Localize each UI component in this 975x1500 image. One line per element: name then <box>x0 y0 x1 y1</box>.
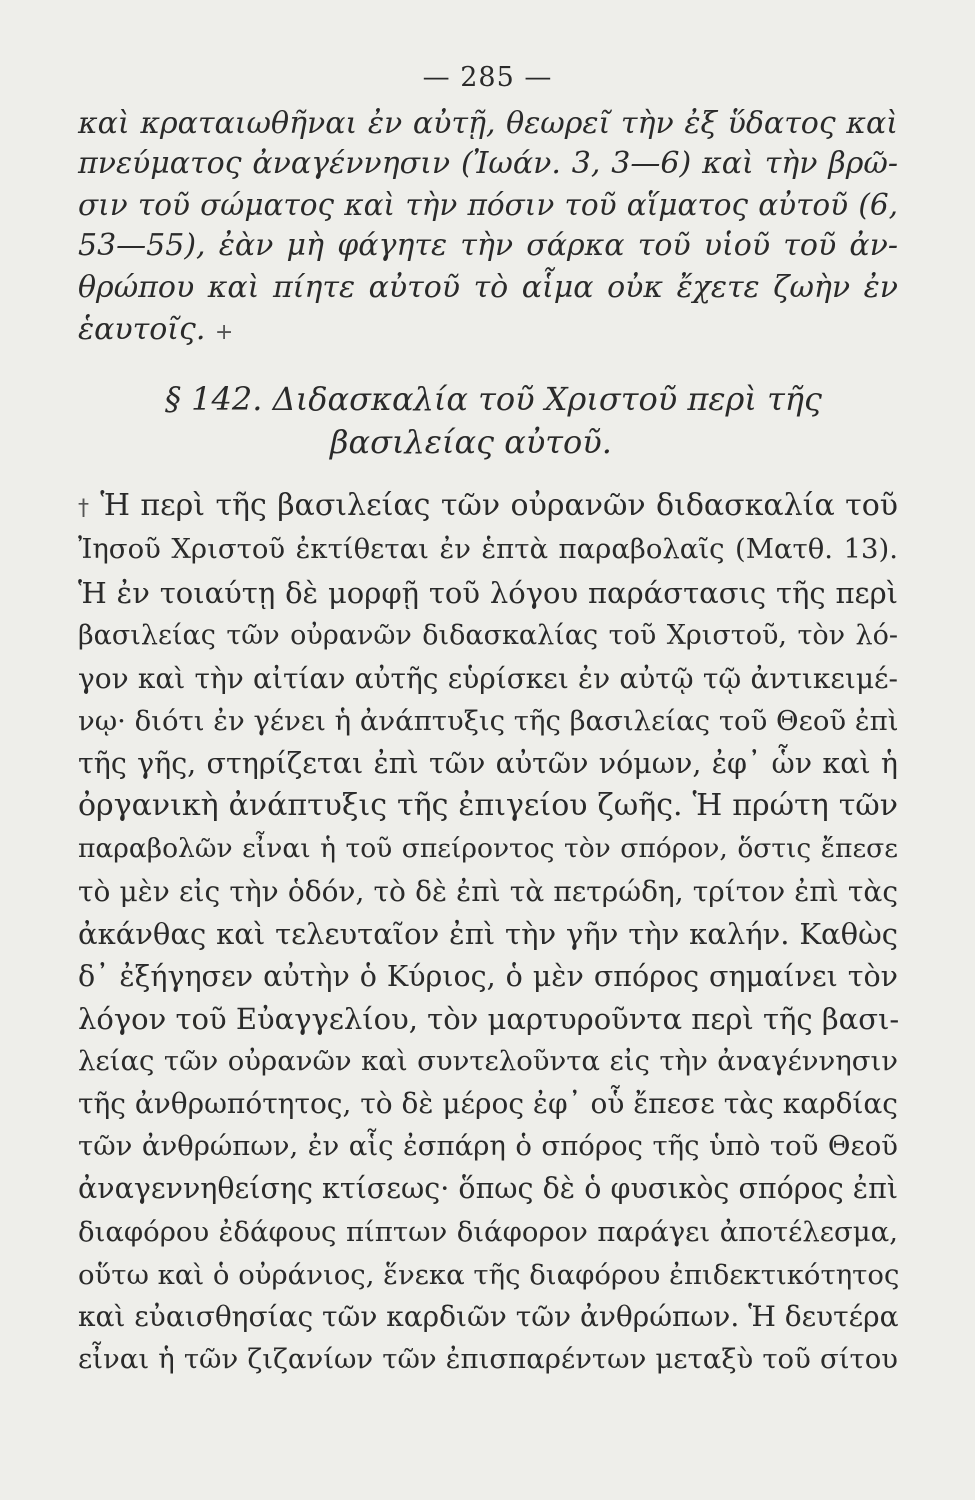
text-line: νῳ· διότι ἐν γένει ἡ ἀνάπτυξις τῆς βασιλείας τοῦ Θεοῦ ἐπὶ <box>78 705 899 737</box>
text-line: σιν τοῦ σώματος καὶ τὴν πόσιν τοῦ αἵματος αὐτοῦ (6, <box>78 188 898 222</box>
text-line: ἀναγεννηθείσης κτίσεως· ὅπως δὲ ὁ φυσικὸς σπόρος ἐπὶ <box>78 1172 898 1205</box>
text-line: καὶ κραταιωθῆναι ἐν αὐτῇ, θεωρεῖ τὴν ἐξ ὕδατος καὶ <box>78 106 898 141</box>
text-line: γον καὶ τὴν αἰτίαν αὐτῆς εὑρίσκει ἐν αὐτῷ τῷ ἀντικειμέ- <box>78 662 898 695</box>
text-line: πνεύματος ἀναγέννησιν (Ἰωάν. 3, 3—6) καὶ τὴν βρῶ- <box>78 146 898 181</box>
text-line: παραβολῶν εἶναι ἡ τοῦ σπείροντος τὸν σπόρον, ὅστις ἔπεσε <box>78 833 898 864</box>
text-line: λείας τῶν οὐρανῶν καὶ συντελοῦντα εἰς τὴν ἀναγέννησιν <box>78 1045 898 1077</box>
text-line: τῶν ἀνθρώπων, ἐν αἷς ἐσπάρη ὁ σπόρος τῆς ὑπὸ τοῦ Θεοῦ <box>78 1130 898 1162</box>
text-line: τῆς ἀνθρωπότητος, τὸ δὲ μέρος ἐφ᾽ οὗ ἔπεσε τὰς καρδίας <box>78 1087 898 1120</box>
text-line <box>78 486 898 529</box>
pencil-mark: † <box>78 496 90 521</box>
text-line: οὕτω καὶ ὁ οὐράνιος, ἕνεκα τῆς διαφόρου ἐπιδεκτικότητος <box>78 1259 900 1291</box>
text-line: διαφόρου ἐδάφους πίπτων διάφορον παράγει ἀποτέλεσμα, <box>78 1216 898 1248</box>
text-line: 53—55), ἐὰν μὴ φάγητε τὴν σάρκα τοῦ υἱοῦ τοῦ ἀν- <box>78 228 898 263</box>
section-heading-line-2: βασιλείας αὐτοῦ. <box>330 423 612 461</box>
text-line: τῆς γῆς, στηρίζεται ἐπὶ τῶν αὐτῶν νόμων, ἐφ᾽ ὧν καὶ ἡ <box>78 747 898 780</box>
text-line-content: ἑαυτοῖς. <box>78 312 206 347</box>
text-line: δ᾽ ἐξήγησεν αὐτὴν ὁ Κύριος, ὁ μὲν σπόρος σημαίνει τὸν <box>78 960 898 993</box>
text-line: ὀργανικὴ ἀνάπτυξις τῆς ἐπιγείου ζωῆς. Ἡ πρώτη τῶν <box>78 788 898 823</box>
pencil-mark: + <box>214 320 234 345</box>
text-line-content: Ἡ περὶ τῆς βασιλείας τῶν οὐρανῶν διδασκαλία τοῦ <box>100 488 898 523</box>
text-line: θρώπου καὶ πίητε αὐτοῦ τὸ αἷμα οὐκ ἔχετε ζωὴν ἐν <box>78 270 898 305</box>
text-line: Ἰησοῦ Χριστοῦ ἐκτίθεται ἐν ἑπτὰ παραβολαῖς (Ματθ. 13). <box>78 533 898 565</box>
text-line: καὶ εὐαισθησίας τῶν καρδιῶν τῶν ἀνθρώπων. Ἡ δευτέρα <box>78 1300 899 1333</box>
page-number: — 285 — <box>422 62 553 93</box>
text-line: εἶναι ἡ τῶν ζιζανίων τῶν ἐπισπαρέντων μεταξὺ τοῦ σίτου <box>78 1343 898 1375</box>
text-line <box>78 310 233 353</box>
text-line: τὸ μὲν εἰς τὴν ὁδόν, τὸ δὲ ἐπὶ τὰ πετρώδη, τρίτον ἐπὶ τὰς <box>78 875 898 908</box>
text-line: λόγον τοῦ Εὐαγγελίου, τὸν μαρτυροῦντα περὶ τῆς βασι- <box>78 1002 900 1036</box>
text-line: Ἡ ἐν τοιαύτῃ δὲ μορφῇ τοῦ λόγου παράστασις τῆς περὶ <box>78 576 898 610</box>
text-line: βασιλείας τῶν οὐρανῶν διδασκαλίας τοῦ Χριστοῦ, τὸν λό- <box>78 620 898 651</box>
text-line: ἀκάνθας καὶ τελευταῖον ἐπὶ τὴν γῆν τὴν καλήν. Καθὼς <box>78 917 898 951</box>
section-heading-line-1: § 142. Διδασκαλία τοῦ Χριστοῦ περὶ τῆς <box>165 380 822 418</box>
